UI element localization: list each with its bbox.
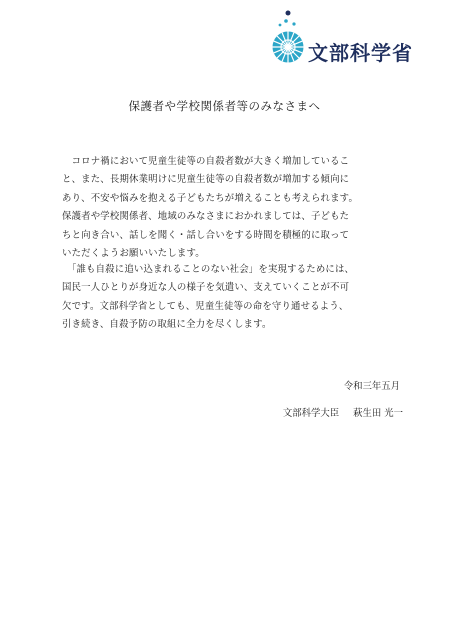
paragraph-line: 引き続き、自殺予防の取組に全力を尽くします。 bbox=[62, 319, 272, 331]
signature-name: 萩生田 光一 bbox=[353, 408, 403, 419]
signature-title: 文部科学大臣 bbox=[282, 408, 340, 419]
letter-signature bbox=[283, 405, 403, 419]
letter-paragraph-1 bbox=[62, 153, 392, 263]
paragraph-line: いただくようお願いいたします。 bbox=[62, 248, 205, 260]
paragraph-line: 保護者や学校関係者、地域のみなさまにおかれましては、子どもた bbox=[62, 211, 350, 223]
paragraph-line: 国民一人ひとりが身近な人の様子を気遣い、支えていくことが不可 bbox=[62, 282, 350, 294]
paragraph-line: ちと向き合い、話しを聞く・話し合いをする時間を積極的に取って bbox=[62, 229, 350, 241]
logo-text: 文部科学省 bbox=[308, 41, 413, 65]
paragraph-line: と、また、長期休業明けに児童生徒等の自殺者数が増加する傾向に bbox=[62, 174, 350, 186]
paragraph-line: 「誰も自殺に追い込まれることのない社会」を実現するためには、 bbox=[62, 264, 355, 275]
letter-paragraph-2 bbox=[62, 261, 392, 335]
mext-ministry-emblem-icon bbox=[270, 10, 308, 66]
mext-logo bbox=[270, 10, 430, 66]
paragraph-line: コロナ禍において児童生徒等の自殺者数が大きく増加しているこ bbox=[62, 156, 350, 167]
letter-date: 令和三年五月 bbox=[343, 381, 400, 392]
letter-title: 保護者や学校関係者等のみなさまへ bbox=[128, 99, 321, 113]
paragraph-line: あり、不安や悩みを抱える子どもたちが増えることも考えられます。 bbox=[62, 192, 359, 204]
paragraph-line: 欠です。文部科学省としても、児童生徒等の命を守り通せるよう、 bbox=[62, 300, 349, 312]
